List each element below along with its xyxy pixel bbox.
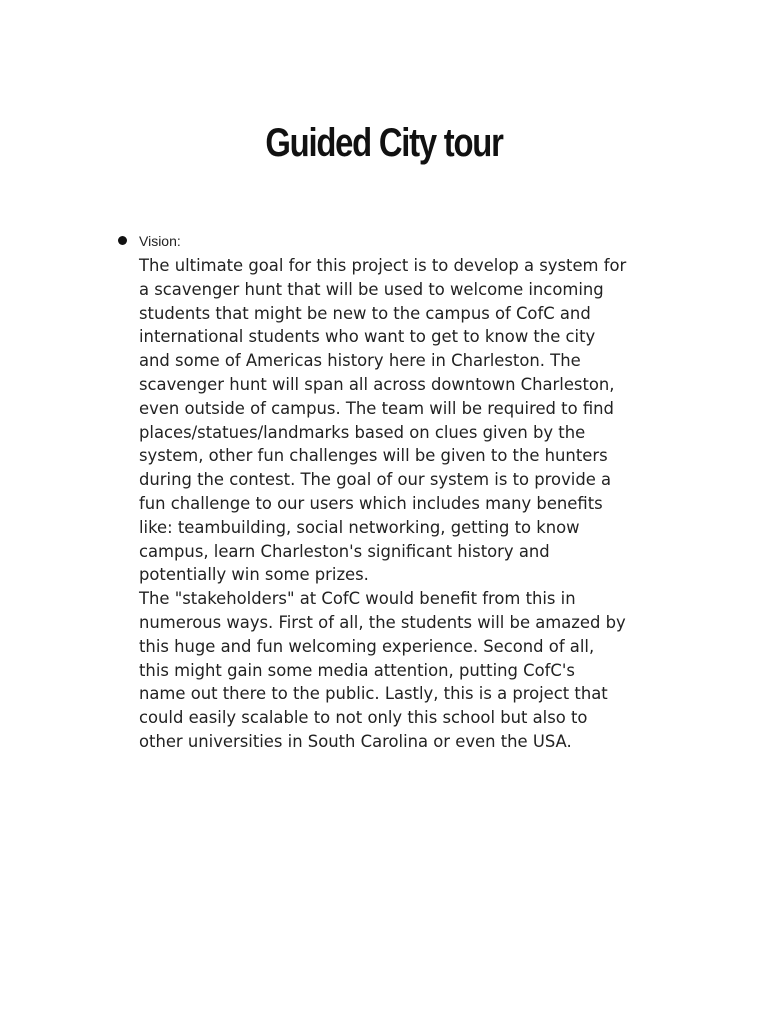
paragraph: The ultimate goal for this project is to develop a system for a scavenger hunt that will be used to welcome incoming students that might be new to the campus of CofC and international students who want to get to know the city and some of Americas history here in Charleston. The scavenger hunt will span all across downtown Charleston, even outside of campus. The team will be required to find places/statues/landmarks based on clues given by the system, other fun challenges will be given to the hunters during the contest. The goal of our system is to provide a fun challenge to our users which includes many benefits like: teambuilding, social networking, getting to know campus, learn Charleston's significant history and potentially win some prizes. [139,256,627,585]
section-body [139,254,679,754]
paragraph: The "stakeholders" at CofC would benefit from this in numerous ways. First of all, the students will be amazed by this huge and fun welcoming experience. Second of all, this might gain some media attention, putting CofC's name out there to the public. Lastly, this is a project that could easily scalable to not only this school but also to other universities in South Carolina or even the USA. [139,589,626,751]
page-title: Guided City tour [265,120,503,165]
section-label: Vision: [139,233,181,249]
bullet-icon [118,236,127,245]
